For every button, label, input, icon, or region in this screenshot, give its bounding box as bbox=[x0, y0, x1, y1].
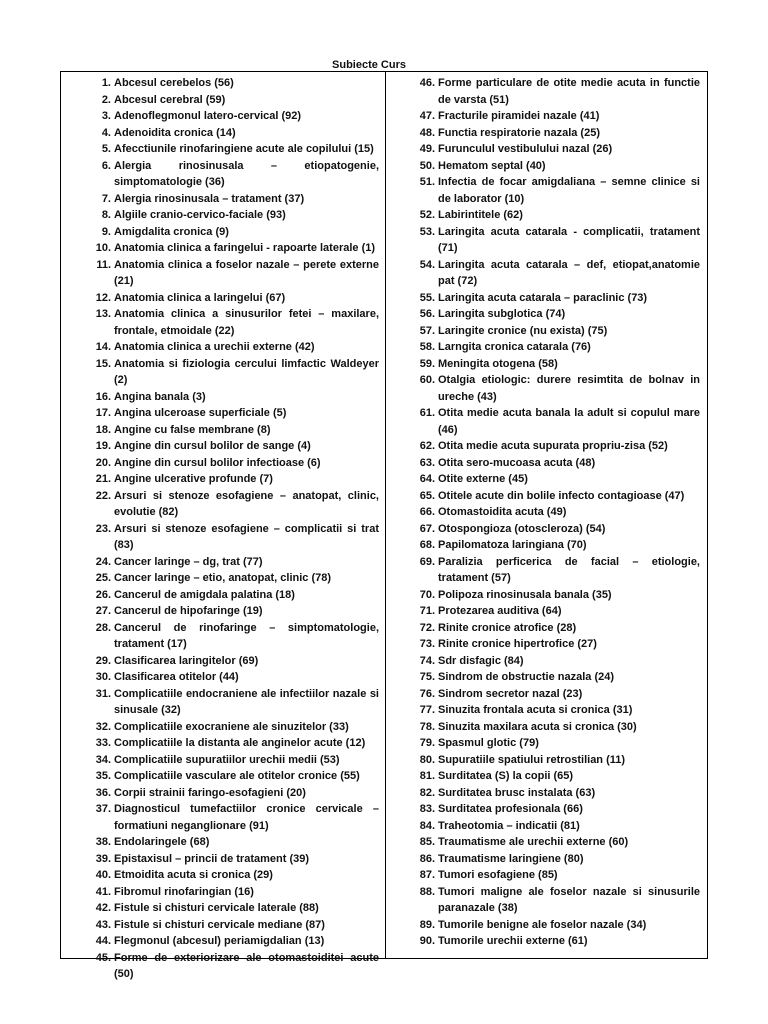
topic-number: 72. bbox=[419, 621, 435, 634]
topic-number: 41. bbox=[95, 885, 111, 898]
topics-table bbox=[60, 71, 708, 980]
topic-item bbox=[89, 356, 379, 389]
topic-number: 31. bbox=[95, 687, 111, 700]
topic-text: Larngita cronica catarala (76) bbox=[438, 341, 591, 353]
topic-number: 81. bbox=[419, 770, 435, 782]
topic-item bbox=[413, 785, 700, 802]
topic-item bbox=[89, 851, 379, 868]
topic-number: 35. bbox=[95, 770, 111, 782]
topic-text: Meningita otogena (58) bbox=[438, 357, 558, 370]
topic-item bbox=[413, 801, 700, 818]
topic-item bbox=[89, 917, 379, 934]
document-title: Subiecte Curs bbox=[332, 59, 406, 71]
topic-item bbox=[413, 323, 700, 340]
topic-item bbox=[413, 290, 700, 307]
topic-text: Amigdalita cronica (9) bbox=[114, 225, 229, 238]
topic-text: Labirintitele (62) bbox=[438, 209, 523, 221]
topic-number: 84. bbox=[419, 819, 435, 832]
topic-text: Forme de exteriorizare ale otomastoiditei acute (50) bbox=[114, 951, 379, 980]
topic-number: 52. bbox=[419, 209, 435, 221]
topic-text: Anatomia clinica a faringelui - rapoarte laterale (1) bbox=[114, 242, 376, 254]
topic-text: Otomastoidita acuta (49) bbox=[438, 506, 567, 518]
topic-text: Otite externe (45) bbox=[438, 473, 528, 485]
topic-number: 67. bbox=[419, 522, 435, 535]
topic-item bbox=[89, 884, 379, 901]
topic-item bbox=[413, 884, 700, 917]
topic-text: Laringita acuta catarala – def, etiopat,anatomie pat (72) bbox=[438, 258, 700, 287]
topic-number: 56. bbox=[419, 308, 435, 320]
topic-item bbox=[413, 339, 700, 356]
topic-text: Forme particulare de otite medie acuta in functie de varsta (51) bbox=[438, 77, 700, 106]
topic-text: Sdr disfagic (84) bbox=[438, 654, 524, 667]
topic-item bbox=[89, 389, 379, 406]
topic-number: 28. bbox=[95, 621, 111, 634]
topic-text: Anatomia clinica a sinusurilor fetei – maxilare, frontale, etmoidale (22) bbox=[114, 308, 379, 337]
topic-item bbox=[89, 719, 379, 736]
topic-text: Functia respiratorie nazala (25) bbox=[438, 126, 600, 139]
topic-item bbox=[413, 669, 700, 686]
topic-number: 58. bbox=[419, 341, 435, 353]
topic-item bbox=[413, 521, 700, 538]
topic-number: 25. bbox=[95, 572, 111, 584]
topic-item bbox=[413, 818, 700, 835]
topic-item bbox=[413, 933, 700, 950]
topic-number: 87. bbox=[419, 869, 435, 881]
topic-number: 88. bbox=[419, 885, 435, 898]
topic-item bbox=[89, 900, 379, 917]
topic-item bbox=[413, 735, 700, 752]
topic-text: Paralizia perficerica de facial – etiologie, tratament (57) bbox=[438, 555, 700, 584]
topic-item bbox=[413, 917, 700, 934]
topic-item bbox=[89, 422, 379, 439]
topic-text: Traheotomia – indicatii (81) bbox=[438, 819, 580, 832]
topic-item bbox=[413, 356, 700, 373]
topic-text: Etmoidita acuta si cronica (29) bbox=[114, 869, 273, 881]
topic-item bbox=[89, 405, 379, 422]
topics-column-right bbox=[413, 75, 700, 950]
topic-number: 38. bbox=[95, 836, 111, 848]
topic-text: Cancer laringe – etio, anatopat, clinic (78) bbox=[114, 572, 332, 584]
topic-text: Angine cu false membrane (8) bbox=[114, 423, 271, 436]
topic-number: 6. bbox=[101, 159, 111, 172]
topic-number: 45. bbox=[95, 951, 111, 964]
topic-number: 18. bbox=[95, 423, 111, 436]
topic-text: Angine din cursul bolilor de sange (4) bbox=[114, 440, 311, 452]
topic-text: Laringita subglotica (74) bbox=[438, 308, 566, 320]
topic-number: 2. bbox=[101, 93, 111, 106]
topic-number: 47. bbox=[419, 110, 435, 122]
topic-number: 23. bbox=[95, 522, 111, 535]
topic-number: 40. bbox=[95, 869, 111, 881]
topic-number: 30. bbox=[95, 671, 111, 683]
topic-item bbox=[89, 224, 379, 241]
topic-text: Surditatea profesionala (66) bbox=[438, 803, 583, 815]
topic-number: 1. bbox=[101, 77, 111, 89]
topic-number: 53. bbox=[419, 225, 435, 238]
topic-number: 80. bbox=[419, 753, 435, 766]
topic-number: 10. bbox=[95, 242, 111, 254]
topic-number: 89. bbox=[419, 918, 435, 931]
topic-number: 12. bbox=[95, 291, 111, 304]
topic-text: Arsuri si stenoze esofagiene – complicatii si trat (83) bbox=[114, 522, 379, 551]
topic-item bbox=[89, 603, 379, 620]
topic-text: Angine ulcerative profunde (7) bbox=[114, 473, 273, 485]
topic-text: Angina banala (3) bbox=[114, 390, 206, 403]
topic-item bbox=[89, 488, 379, 521]
topic-number: 65. bbox=[419, 489, 435, 502]
topic-item bbox=[413, 504, 700, 521]
topic-text: Laringita acuta catarala - complicatii, tratament (71) bbox=[438, 225, 700, 254]
topic-number: 78. bbox=[419, 720, 435, 733]
topic-item bbox=[413, 653, 700, 670]
topic-number: 17. bbox=[95, 407, 111, 419]
topic-text: Arsuri si stenoze esofagiene – anatopat, clinic, evolutie (82) bbox=[114, 489, 379, 518]
topic-text: Flegmonul (abcesul) periamigdalian (13) bbox=[114, 935, 325, 947]
topic-item bbox=[89, 686, 379, 719]
topic-item bbox=[89, 834, 379, 851]
topic-text: Anatomia clinica a urechii externe (42) bbox=[114, 341, 315, 353]
topic-text: Abcesul cerebral (59) bbox=[114, 93, 226, 106]
topic-number: 85. bbox=[419, 836, 435, 848]
topic-item bbox=[413, 603, 700, 620]
topic-number: 29. bbox=[95, 654, 111, 667]
topic-item bbox=[413, 75, 700, 108]
topic-number: 42. bbox=[95, 902, 111, 914]
topic-number: 90. bbox=[419, 935, 435, 947]
topic-number: 11. bbox=[96, 258, 111, 271]
topic-number: 16. bbox=[95, 390, 111, 403]
topic-number: 79. bbox=[419, 737, 435, 749]
topic-item bbox=[413, 554, 700, 587]
topic-text: Fistule si chisturi cervicale laterale (88) bbox=[114, 902, 319, 914]
topic-item bbox=[413, 851, 700, 868]
topic-text: Epistaxisul – princii de tratament (39) bbox=[114, 852, 310, 865]
topic-text: Sinuzita frontala acuta si cronica (31) bbox=[438, 704, 633, 716]
topic-item bbox=[413, 834, 700, 851]
topic-text: Complicatiile exocraniene ale sinuzitelor (33) bbox=[114, 720, 349, 733]
topic-item bbox=[413, 125, 700, 142]
topic-text: Cancerul de rinofaringe – simptomatologie, tratament (17) bbox=[114, 621, 379, 650]
topic-item bbox=[413, 752, 700, 769]
topic-number: 77. bbox=[419, 704, 435, 716]
topic-item bbox=[413, 768, 700, 785]
topic-text: Otitele acute din bolile infecto contagioase (47) bbox=[438, 489, 685, 502]
topic-item bbox=[413, 636, 700, 653]
topic-number: 24. bbox=[95, 555, 111, 568]
topic-number: 57. bbox=[419, 324, 435, 337]
topic-text: Complicatiile supuratiilor urechii medii (53) bbox=[114, 753, 340, 766]
topic-text: Traumatisme laringiene (80) bbox=[438, 852, 584, 865]
topic-text: Abcesul cerebelos (56) bbox=[114, 77, 234, 89]
topic-text: Complicatiile vasculare ale otitelor cronice (55) bbox=[114, 770, 360, 782]
topic-item bbox=[89, 257, 379, 290]
topic-text: Otita sero-mucoasa acuta (48) bbox=[438, 456, 596, 469]
topic-item bbox=[413, 174, 700, 207]
topic-item bbox=[413, 257, 700, 290]
topic-number: 49. bbox=[419, 143, 435, 155]
topic-number: 14. bbox=[95, 341, 111, 353]
topic-item bbox=[89, 471, 379, 488]
topic-item bbox=[413, 306, 700, 323]
topic-text: Supuratiile spatiului retrostilian (11) bbox=[438, 753, 626, 766]
topic-item bbox=[89, 207, 379, 224]
topic-text: Laringite cronice (nu exista) (75) bbox=[438, 324, 608, 337]
topic-text: Anatomia si fiziologia cercului limfactic Waldeyer (2) bbox=[114, 357, 379, 386]
topic-text: Endolaringele (68) bbox=[114, 836, 210, 848]
topic-item bbox=[413, 158, 700, 175]
topic-item bbox=[89, 92, 379, 109]
topic-number: 15. bbox=[95, 357, 111, 370]
topic-item bbox=[89, 108, 379, 125]
topic-item bbox=[89, 768, 379, 785]
topic-item bbox=[89, 339, 379, 356]
topic-number: 59. bbox=[419, 357, 435, 370]
topics-column-left bbox=[89, 75, 379, 983]
topic-number: 63. bbox=[419, 456, 435, 469]
topic-number: 34. bbox=[95, 753, 111, 766]
topic-number: 39. bbox=[95, 852, 111, 865]
topic-item bbox=[413, 405, 700, 438]
topic-number: 20. bbox=[95, 456, 111, 469]
topic-item bbox=[413, 207, 700, 224]
topic-number: 70. bbox=[419, 588, 435, 601]
topic-text: Furunculul vestibulului nazal (26) bbox=[438, 143, 613, 155]
topic-number: 66. bbox=[419, 506, 435, 518]
topic-item bbox=[89, 785, 379, 802]
topic-text: Surditatea (S) la copii (65) bbox=[438, 770, 574, 782]
topic-item bbox=[413, 702, 700, 719]
topic-text: Cancerul de hipofaringe (19) bbox=[114, 605, 263, 617]
topic-text: Complicatiile endocraniene ale infectiilor nazale si sinusale (32) bbox=[114, 687, 379, 716]
topic-item bbox=[89, 455, 379, 472]
topic-text: Diagnosticul tumefactiilor cronice cervicale – formatiuni neganglionare (91) bbox=[114, 803, 379, 832]
topic-number: 13. bbox=[95, 308, 111, 320]
topic-text: Anatomia clinica a foselor nazale – perete externe (21) bbox=[114, 258, 379, 287]
topic-item bbox=[89, 191, 379, 208]
topic-number: 54. bbox=[419, 258, 435, 271]
topic-item bbox=[413, 620, 700, 637]
topic-text: Spasmul glotic (79) bbox=[438, 737, 539, 749]
topic-text: Complicatiile la distanta ale anginelor acute (12) bbox=[114, 737, 366, 749]
topic-item bbox=[89, 240, 379, 257]
topic-item bbox=[89, 653, 379, 670]
topic-text: Tumori esofagiene (85) bbox=[438, 869, 558, 881]
topic-number: 71. bbox=[419, 605, 435, 617]
topic-number: 27. bbox=[95, 605, 111, 617]
topic-number: 37. bbox=[95, 803, 111, 815]
topic-item bbox=[89, 735, 379, 752]
topic-number: 4. bbox=[101, 126, 111, 139]
topic-text: Anatomia clinica a laringelui (67) bbox=[114, 291, 286, 304]
topic-number: 62. bbox=[419, 440, 435, 452]
topic-number: 76. bbox=[419, 687, 435, 700]
topic-text: Laringita acuta catarala – paraclinic (73) bbox=[438, 291, 648, 304]
topic-text: Otita medie acuta supurata propriu-zisa (52) bbox=[438, 440, 668, 452]
topic-text: Cancer laringe – dg, trat (77) bbox=[114, 555, 263, 568]
topic-number: 44. bbox=[95, 935, 111, 947]
topic-text: Clasificarea otitelor (44) bbox=[114, 671, 239, 683]
topic-number: 8. bbox=[101, 209, 111, 221]
topic-text: Rinite cronice hipertrofice (27) bbox=[438, 638, 597, 650]
topic-item bbox=[413, 224, 700, 257]
topic-number: 5. bbox=[101, 143, 111, 155]
topic-number: 3. bbox=[101, 110, 111, 122]
topic-item bbox=[89, 570, 379, 587]
topic-text: Surditatea brusc instalata (63) bbox=[438, 786, 596, 799]
topic-text: Fistule si chisturi cervicale mediane (87) bbox=[114, 918, 325, 931]
topic-number: 19. bbox=[95, 440, 111, 452]
topic-number: 61. bbox=[419, 407, 435, 419]
topic-number: 7. bbox=[101, 192, 111, 205]
topic-text: Otalgia etiologic: durere resimtita de bolnav in ureche (43) bbox=[438, 374, 700, 403]
topic-text: Polipoza rinosinusala banala (35) bbox=[438, 588, 612, 601]
topic-text: Alergia rinosinusala – tratament (37) bbox=[114, 192, 305, 205]
topic-number: 73. bbox=[419, 638, 435, 650]
topic-item bbox=[413, 438, 700, 455]
topic-text: Tumorile urechii externe (61) bbox=[438, 935, 588, 947]
topic-item bbox=[413, 372, 700, 405]
topic-number: 83. bbox=[419, 803, 435, 815]
topic-number: 32. bbox=[95, 720, 111, 733]
topic-item bbox=[89, 620, 379, 653]
topic-text: Cancerul de amigdala palatina (18) bbox=[114, 588, 295, 601]
topic-number: 22. bbox=[95, 489, 111, 502]
topic-item bbox=[89, 438, 379, 455]
topic-number: 86. bbox=[419, 852, 435, 865]
topic-item bbox=[413, 537, 700, 554]
topic-text: Hematom septal (40) bbox=[438, 159, 546, 172]
topic-text: Sinuzita maxilara acuta si cronica (30) bbox=[438, 720, 637, 733]
topic-item bbox=[413, 867, 700, 884]
topic-number: 55. bbox=[419, 291, 435, 304]
topic-item bbox=[413, 471, 700, 488]
topic-item bbox=[89, 554, 379, 571]
topic-text: Sindrom secretor nazal (23) bbox=[438, 687, 583, 700]
topic-item bbox=[89, 141, 379, 158]
topic-text: Protezarea auditiva (64) bbox=[438, 605, 562, 617]
topic-item bbox=[413, 141, 700, 158]
topic-text: Tumorile benigne ale foselor nazale (34) bbox=[438, 918, 647, 931]
topic-item bbox=[89, 306, 379, 339]
topic-number: 50. bbox=[419, 159, 435, 172]
topic-item bbox=[89, 669, 379, 686]
topic-number: 64. bbox=[419, 473, 435, 485]
topic-text: Alergia rinosinusala – etiopatogenie, simptomatologie (36) bbox=[114, 159, 379, 188]
topic-item bbox=[89, 950, 379, 983]
topic-text: Adenoflegmonul latero-cervical (92) bbox=[114, 110, 302, 122]
topic-number: 75. bbox=[419, 671, 435, 683]
topic-text: Otita medie acuta banala la adult si copulul mare (46) bbox=[438, 407, 700, 436]
topic-text: Afecctiunile rinofaringiene acute ale copilului (15) bbox=[114, 143, 374, 155]
column-divider bbox=[385, 72, 386, 958]
topic-text: Tumori maligne ale foselor nazale si sinusurile paranazale (38) bbox=[438, 885, 700, 914]
topic-item bbox=[413, 686, 700, 703]
topic-item bbox=[413, 108, 700, 125]
topic-number: 9. bbox=[101, 225, 111, 238]
topic-text: Rinite cronice atrofice (28) bbox=[438, 621, 577, 634]
topic-text: Sindrom de obstructie nazala (24) bbox=[438, 671, 615, 683]
topic-item bbox=[413, 455, 700, 472]
topic-number: 46. bbox=[419, 77, 435, 89]
topic-item bbox=[89, 521, 379, 554]
topic-number: 68. bbox=[419, 539, 435, 551]
topic-number: 60. bbox=[419, 374, 435, 386]
topic-text: Clasificarea laringitelor (69) bbox=[114, 654, 259, 667]
topic-item bbox=[89, 75, 379, 92]
topic-text: Fibromul rinofaringian (16) bbox=[114, 885, 254, 898]
topic-item bbox=[413, 719, 700, 736]
topic-item bbox=[89, 587, 379, 604]
topic-number: 69. bbox=[419, 555, 435, 568]
topic-number: 51. bbox=[419, 176, 435, 188]
topic-number: 21. bbox=[95, 473, 111, 485]
topic-number: 74. bbox=[419, 654, 435, 667]
topic-text: Angina ulceroase superficiale (5) bbox=[114, 407, 287, 419]
topic-item bbox=[89, 158, 379, 191]
topic-item bbox=[89, 125, 379, 142]
topic-item bbox=[89, 867, 379, 884]
topic-item bbox=[413, 488, 700, 505]
topic-item bbox=[89, 290, 379, 307]
topic-text: Otospongioza (otoscleroza) (54) bbox=[438, 522, 606, 535]
topic-text: Adenoidita cronica (14) bbox=[114, 126, 236, 139]
topic-number: 26. bbox=[95, 588, 111, 601]
topic-number: 36. bbox=[95, 786, 111, 799]
topic-text: Algiile cranio-cervico-faciale (93) bbox=[114, 209, 286, 221]
topic-number: 43. bbox=[95, 918, 111, 931]
topic-item bbox=[89, 752, 379, 769]
topic-text: Fracturile piramidei nazale (41) bbox=[438, 110, 600, 122]
topic-number: 33. bbox=[95, 737, 111, 749]
topic-item bbox=[89, 933, 379, 950]
topic-number: 82. bbox=[419, 786, 435, 799]
topic-number: 48. bbox=[419, 126, 435, 139]
topic-text: Papilomatoza laringiana (70) bbox=[438, 539, 587, 551]
topic-item bbox=[413, 587, 700, 604]
topic-text: Infectia de focar amigdaliana – semne clinice si de laborator (10) bbox=[438, 176, 700, 205]
topic-item bbox=[89, 801, 379, 834]
topic-text: Corpii strainii faringo-esofagieni (20) bbox=[114, 786, 306, 799]
topic-text: Traumatisme ale urechii externe (60) bbox=[438, 836, 629, 848]
topic-text: Angine din cursul bolilor infectioase (6) bbox=[114, 456, 321, 469]
